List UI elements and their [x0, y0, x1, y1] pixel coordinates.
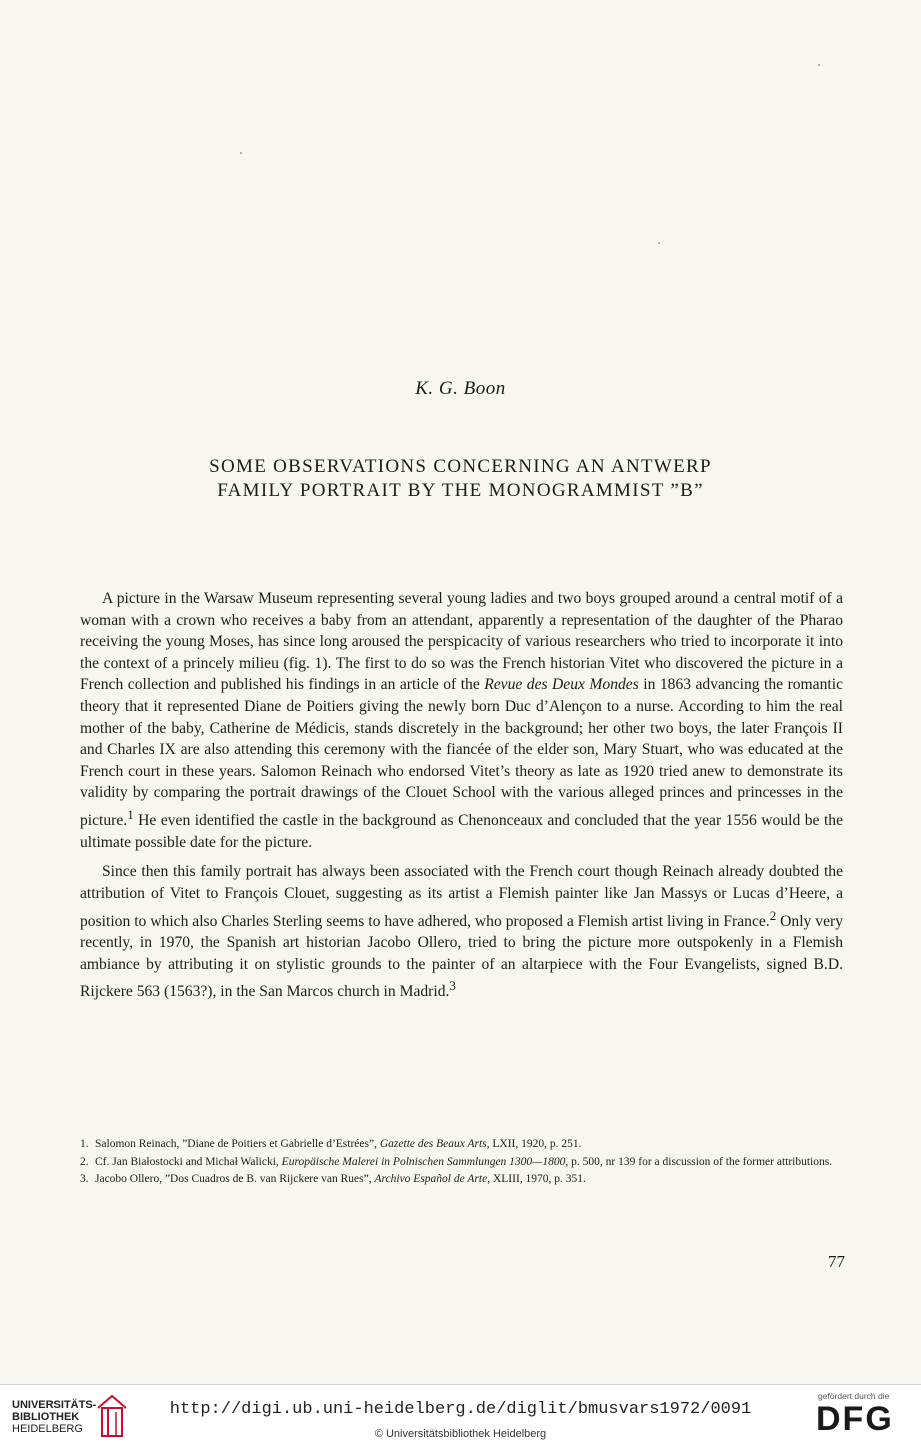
permalink-url[interactable]: http://digi.ub.uni-heidelberg.de/diglit/bmusvars1972/0091 [169, 1400, 752, 1419]
footnotes [80, 1137, 843, 1190]
footnote-number: 1. [80, 1138, 89, 1150]
paragraph-2-text: Since then this family portrait has always been associated with the French court though Reinach already doubted the attribution of Vitet to François Clouet, suggesting as its artist a Flemish painter like Jan Massys or Lucas d’Heere, a position to which also Charles Sterling seems to have adhered, who proposed a Flemish artist living in France. [80, 863, 843, 930]
footnote-ref: 1 [127, 806, 134, 822]
footnote-number: 3. [80, 1173, 89, 1185]
funding-label: gefördert durch die [818, 1391, 890, 1401]
footnote-text: Jacobo Ollero, ”Dos Cuadros de B. van Rijckere van Rues”, Archivo Español de Arte, XLIII, 1970, p. 351. [95, 1173, 586, 1185]
footnote-ref: 2 [769, 907, 777, 923]
paragraph-1-text: He even identified the castle in the background as Chenonceaux and concluded that the year 1556 would be the ultimate possible date for the picture. [80, 812, 843, 851]
paragraph-2 [80, 861, 843, 1003]
article-title [0, 455, 921, 503]
footnote [80, 1155, 843, 1171]
paragraph-1 [80, 588, 843, 853]
footnote-ref: 3 [449, 978, 456, 994]
title-line-2: FAMILY PORTRAIT BY THE MONOGRAMMIST ”B” [217, 480, 704, 501]
paragraph-1-text: in 1863 advancing the romantic theory that it represented Diane de Poitiers giving the newly born Duc d’Alençon to a nurse. According to him the real mother of the baby, Catherine de Médicis, stands discretely in the background; her other two boys, the later François II and Charles IX are also attending this ceremony with the fiancée of the elder son, Mary Stuart, who was educated at the French court in these years. Salomon Reinach who endorsed Vitet’s theory as late as 1920 tried anew to demonstrate its validity by comparing the portrait drawings of the Clouet School with the various alleged princes and princesses in the picture. [80, 676, 843, 830]
library-name[interactable]: UNIVERSITÄTS- BIBLIOTHEK HEIDELBERG [12, 1399, 97, 1435]
page-number: 77 [828, 1252, 845, 1271]
scan-speck [240, 152, 242, 154]
author-name: K. G. Boon [415, 378, 506, 399]
footnote-number: 2. [80, 1155, 89, 1168]
footnote [80, 1172, 843, 1188]
dfg-logo[interactable]: DFG [816, 1400, 894, 1438]
scan-speck [818, 64, 820, 66]
article-body [80, 588, 843, 1003]
footnote-text: Salomon Reinach, ”Diane de Poitiers et Gabrielle d’Estrées”, Gazette des Beaux Arts, LXII, 1920, p. 251. [95, 1138, 582, 1150]
journal-title: Revue des Deux Mondes [484, 676, 639, 694]
scan-speck [658, 242, 660, 244]
paragraph-2-text: Only very recently, in 1970, the Spanish art historian Jacobo Ollero, tried to bring the picture more outspokenly in a Flemish ambiance by attributing it on stylistic grounds to the painter of an altarpiece with the Four Evangelists, signed B.D. Rijckere 563 (1563?), in the San Marcos church in Madrid. [80, 912, 843, 1001]
title-line-1: SOME OBSERVATIONS CONCERNING AN ANTWERP [209, 456, 712, 477]
paragraph-1-text: A picture in the Warsaw Museum representing several young ladies and two boys grouped around a central motif of a woman with a crown who receives a baby from an attendant, apparently a representation of the daughter of the Pharao receiving the young Moses, has since long aroused the perspicacity of various researchers who tried to incorporate it into the context of a princely milieu (fig. 1). The first to do so was the French historian Vitet who discovered the picture in a French collection and published his findings in an article of the [80, 590, 843, 694]
footer-divider [0, 1384, 921, 1385]
footnote-text: Cf. Jan Białostocki and Michał Walicki, Europäische Malerei in Polnischen Sammlungen 1300—1800, p. 500, nr 139 for a discussion of the former attributions. [95, 1155, 833, 1168]
footnote [80, 1137, 843, 1153]
copyright-notice: © Universitätsbibliothek Heidelberg [374, 1428, 547, 1440]
viewer-footer [0, 1384, 921, 1449]
